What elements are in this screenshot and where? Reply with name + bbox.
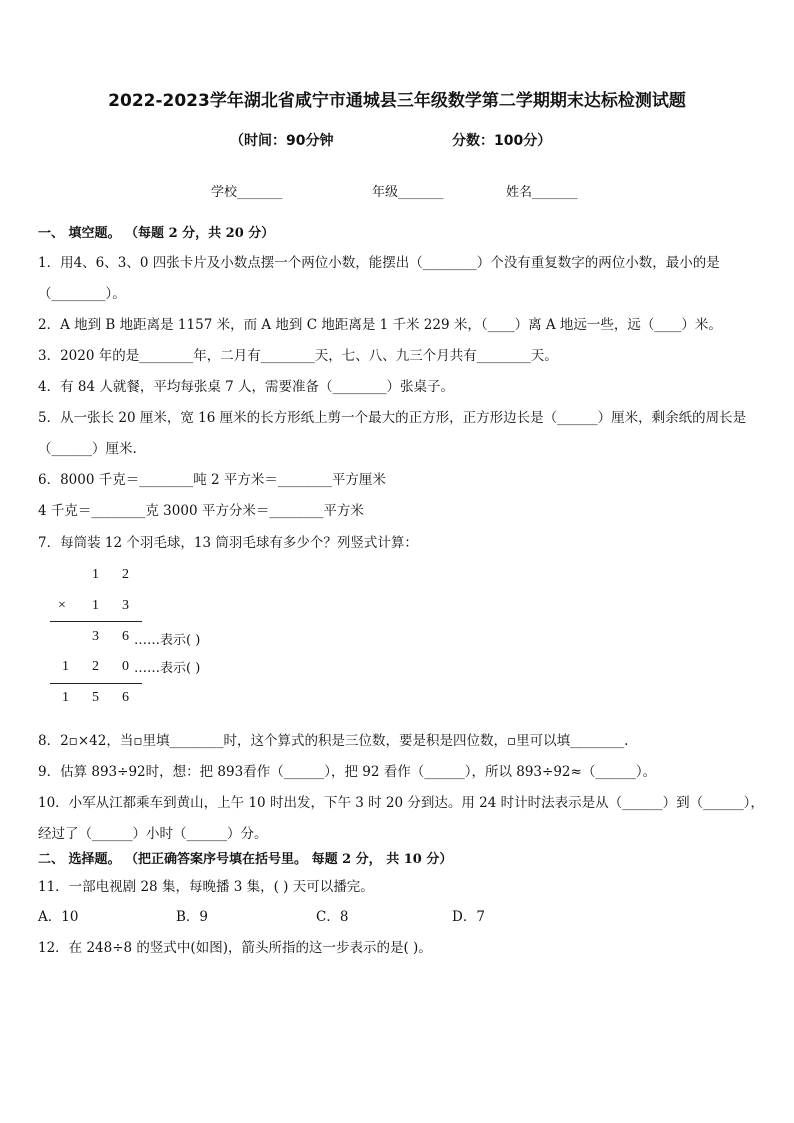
section-2-heading: 二、 选择题。 （把正确答案序号填在括号里。 每题 2 分， 共 10 分） (38, 852, 453, 867)
question-10-line-1: 10．小军从江都乘车到黄山，上午 10 时出发，下午 3 时 20 分到达。用 24 时计时法表示是从（______）到（______）， (38, 795, 764, 811)
question-5-line-2: （______）厘米. (38, 441, 137, 457)
total-score: 分数：100分） (452, 133, 552, 149)
digit: 1 (92, 598, 99, 613)
question-4: 4．有 84 人就餐，平均每张桌 7 人，需要准备（________）张桌子。 (38, 379, 455, 395)
partial-product-note-1: ……表示( ) (134, 633, 201, 648)
digit: 0 (122, 659, 129, 674)
partial-product-note-2: ……表示( ) (134, 661, 201, 676)
question-11: 11．一部电视剧 28 集，每晚播 3 集，( ) 天可以播完。 (38, 879, 374, 895)
calc-rule (50, 621, 142, 622)
question-1-line-2: （________）。 (38, 286, 126, 302)
digit: 1 (92, 567, 99, 582)
option-c[interactable]: C．8 (316, 909, 349, 925)
digit: 3 (122, 598, 129, 613)
page-title: 2022-2023学年湖北省咸宁市通城县三年级数学第二学期期末达标检测试题 (108, 91, 686, 111)
question-2: 2．A 地到 B 地距离是 1157 米，而 A 地到 C 地距离是 1 千米 229 米，（____）离 A 地远一些，远（____）米。 (38, 317, 722, 333)
option-a[interactable]: A．10 (38, 909, 79, 925)
question-10-line-2: 经过了（______）小时（______）分。 (38, 826, 268, 842)
digit: 3 (92, 629, 99, 644)
option-b[interactable]: B．9 (176, 909, 209, 925)
grade-field: 年级_______ (372, 185, 444, 200)
digit: 1 (62, 659, 69, 674)
question-5-line-1: 5．从一张长 20 厘米，宽 16 厘米的长方形纸上剪一个最大的正方形，正方形边长是（______）厘米，剩余纸的周长是 (38, 410, 747, 426)
question-8: 8．2▫×42，当▫里填________时，这个算式的积是三位数，要是积是四位数，▫里可以填________. (38, 733, 629, 749)
digit: 2 (92, 659, 99, 674)
question-6-line-1: 6．8000 千克＝________吨 2 平方米＝________平方厘米 (38, 472, 386, 488)
time-limit: （时间：90分钟 (230, 133, 334, 149)
vertical-multiplication (50, 565, 350, 710)
digit: 6 (122, 690, 129, 705)
school-field: 学校_______ (211, 185, 283, 200)
question-9: 9．估算 893÷92时，想：把 893看作（______），把 92 看作（______），所以 893÷92≈（______）。 (38, 764, 657, 780)
times-sign: × (58, 598, 66, 613)
question-6-line-2: 4 千克＝________克 3000 平方分米＝________平方米 (38, 503, 364, 519)
calc-rule (50, 683, 142, 684)
digit: 6 (122, 629, 129, 644)
digit: 2 (122, 567, 129, 582)
question-1-line-1: 1．用4、6、3、0 四张卡片及小数点摆一个两位小数，能摆出（________）个没有重复数字的两位小数，最小的是 (38, 255, 720, 271)
option-d[interactable]: D．7 (452, 909, 485, 925)
question-7: 7．每筒装 12 个羽毛球，13 筒羽毛球有多少个？列竖式计算： (38, 535, 418, 551)
question-12: 12．在 248÷8 的竖式中(如图)，箭头所指的这一步表示的是( )。 (38, 940, 432, 956)
name-field: 姓名_______ (506, 185, 578, 200)
question-3: 3．2020 年的是________年，二月有________天，七、八、九三个月共有________天。 (38, 348, 558, 364)
digit: 1 (62, 690, 69, 705)
section-1-heading: 一、 填空题。 （每题 2 分，共 20 分） (38, 226, 275, 241)
digit: 5 (92, 690, 99, 705)
